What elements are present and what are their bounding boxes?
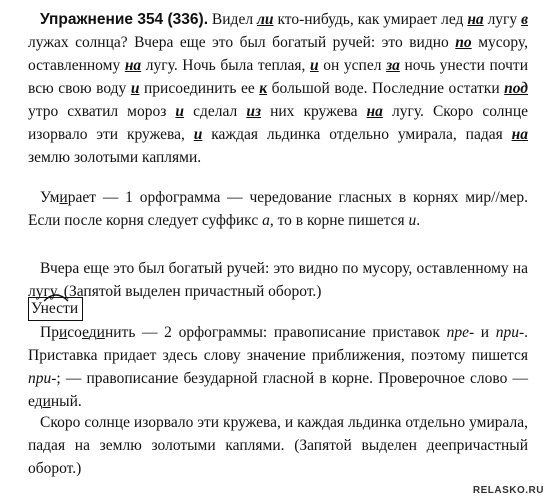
text-span: ный.	[50, 393, 82, 410]
underlined-letter: и	[96, 324, 105, 341]
text-span: мусору, оставленному	[28, 34, 528, 74]
marked-word: на	[124, 57, 142, 74]
marked-word: за	[386, 57, 400, 74]
marked-word: на	[467, 11, 484, 28]
marked-word: ли	[256, 11, 274, 28]
text-span: рает	[67, 189, 97, 206]
text-span: Пр	[40, 324, 59, 341]
analysis-gerund: Скоро солнце изорвало эти кружева, и каждая льдинка отдельно умирала, падая на землю золотыми каплями. (Запятой выделен деепричастный оборот.)	[28, 414, 528, 477]
root-arc-icon	[43, 292, 69, 302]
italic-letter: а	[262, 212, 270, 229]
text-span: сделал	[184, 103, 247, 120]
text-span: он успел	[318, 57, 387, 74]
text-span: со	[67, 324, 83, 341]
morpheme-box	[28, 297, 83, 321]
marked-word: и	[175, 103, 185, 120]
word-unesti-box	[28, 297, 83, 321]
analysis-participle: Вчера еще это был богатый ручей: это видно по мусору, оставленному на лугу. (Запятой выделен причастный оборот.)	[28, 260, 528, 300]
text-span: присоединить ее	[139, 80, 260, 97]
underlined-letter: и	[59, 189, 68, 206]
text-span: лугу	[483, 11, 522, 28]
marked-word: по	[455, 34, 472, 51]
text-span: , то в корне пишется	[269, 212, 409, 229]
text-span: лугу. Ночь была теплая,	[141, 57, 311, 74]
text-span: лугу. Скоро солнце изорвало эти кружева,	[28, 103, 528, 143]
marked-word: и	[310, 57, 319, 74]
marked-word: в	[521, 11, 529, 28]
marked-word: из	[246, 103, 261, 120]
italic-prefix: при-	[495, 324, 525, 341]
text-span: Ум	[40, 189, 60, 206]
analysis-umiraet	[28, 186, 528, 232]
marked-word: на	[511, 126, 528, 143]
marked-word: под	[504, 80, 528, 97]
watermark: RELASKO.RU	[472, 485, 544, 496]
italic-letter: и	[408, 212, 417, 229]
marked-word: на	[366, 103, 383, 120]
text-span: и	[474, 324, 496, 341]
marked-word: к	[259, 80, 268, 97]
text-span: землю золотыми каплями.	[28, 149, 202, 166]
text-span: — 1 орфограмма — чередование гласных в корнях мир//мер. Если после корня следует суффикс	[28, 189, 528, 229]
exercise-text	[28, 8, 528, 169]
text-span: кто-нибудь, как умирает лед	[273, 11, 468, 28]
text-span: .	[416, 212, 421, 229]
underlined-letter: и	[58, 324, 68, 341]
analysis-prisoedinit	[28, 321, 528, 413]
text-span: ночь унести почти всю свою воду	[28, 57, 528, 97]
exercise-heading: Упражнение 354 (336).	[40, 11, 209, 28]
italic-prefix: при-	[28, 370, 57, 387]
marked-word: и	[130, 80, 140, 97]
text-span: каждая льдинка отдельно умирала, падая	[202, 126, 512, 143]
text-span: — 2 орфограммы: правописание приставок	[135, 324, 447, 341]
underlined-letter: и	[42, 393, 51, 410]
text-span: лужах солнца? Вчера еще это был богатый ручей: это видно	[28, 34, 456, 51]
text-span: большой воде. Последние остатки	[267, 80, 505, 97]
underlined-letter: е	[82, 324, 89, 341]
text-span: ; — правописание безударной гласной в корне. Проверочное слово — ед	[28, 370, 528, 410]
text-span: д	[88, 324, 97, 341]
text-span: нить	[104, 324, 136, 341]
text-span: . Приставка придает здесь слову значение приближения, поэтому пишется	[28, 324, 529, 364]
word-unesti: Унести	[31, 300, 79, 317]
text-span: них кружева	[261, 103, 367, 120]
text-span: утро схватил мороз	[28, 103, 176, 120]
marked-word: и	[193, 126, 203, 143]
italic-prefix: пре-	[446, 324, 475, 341]
text-span: Видел	[211, 11, 257, 28]
